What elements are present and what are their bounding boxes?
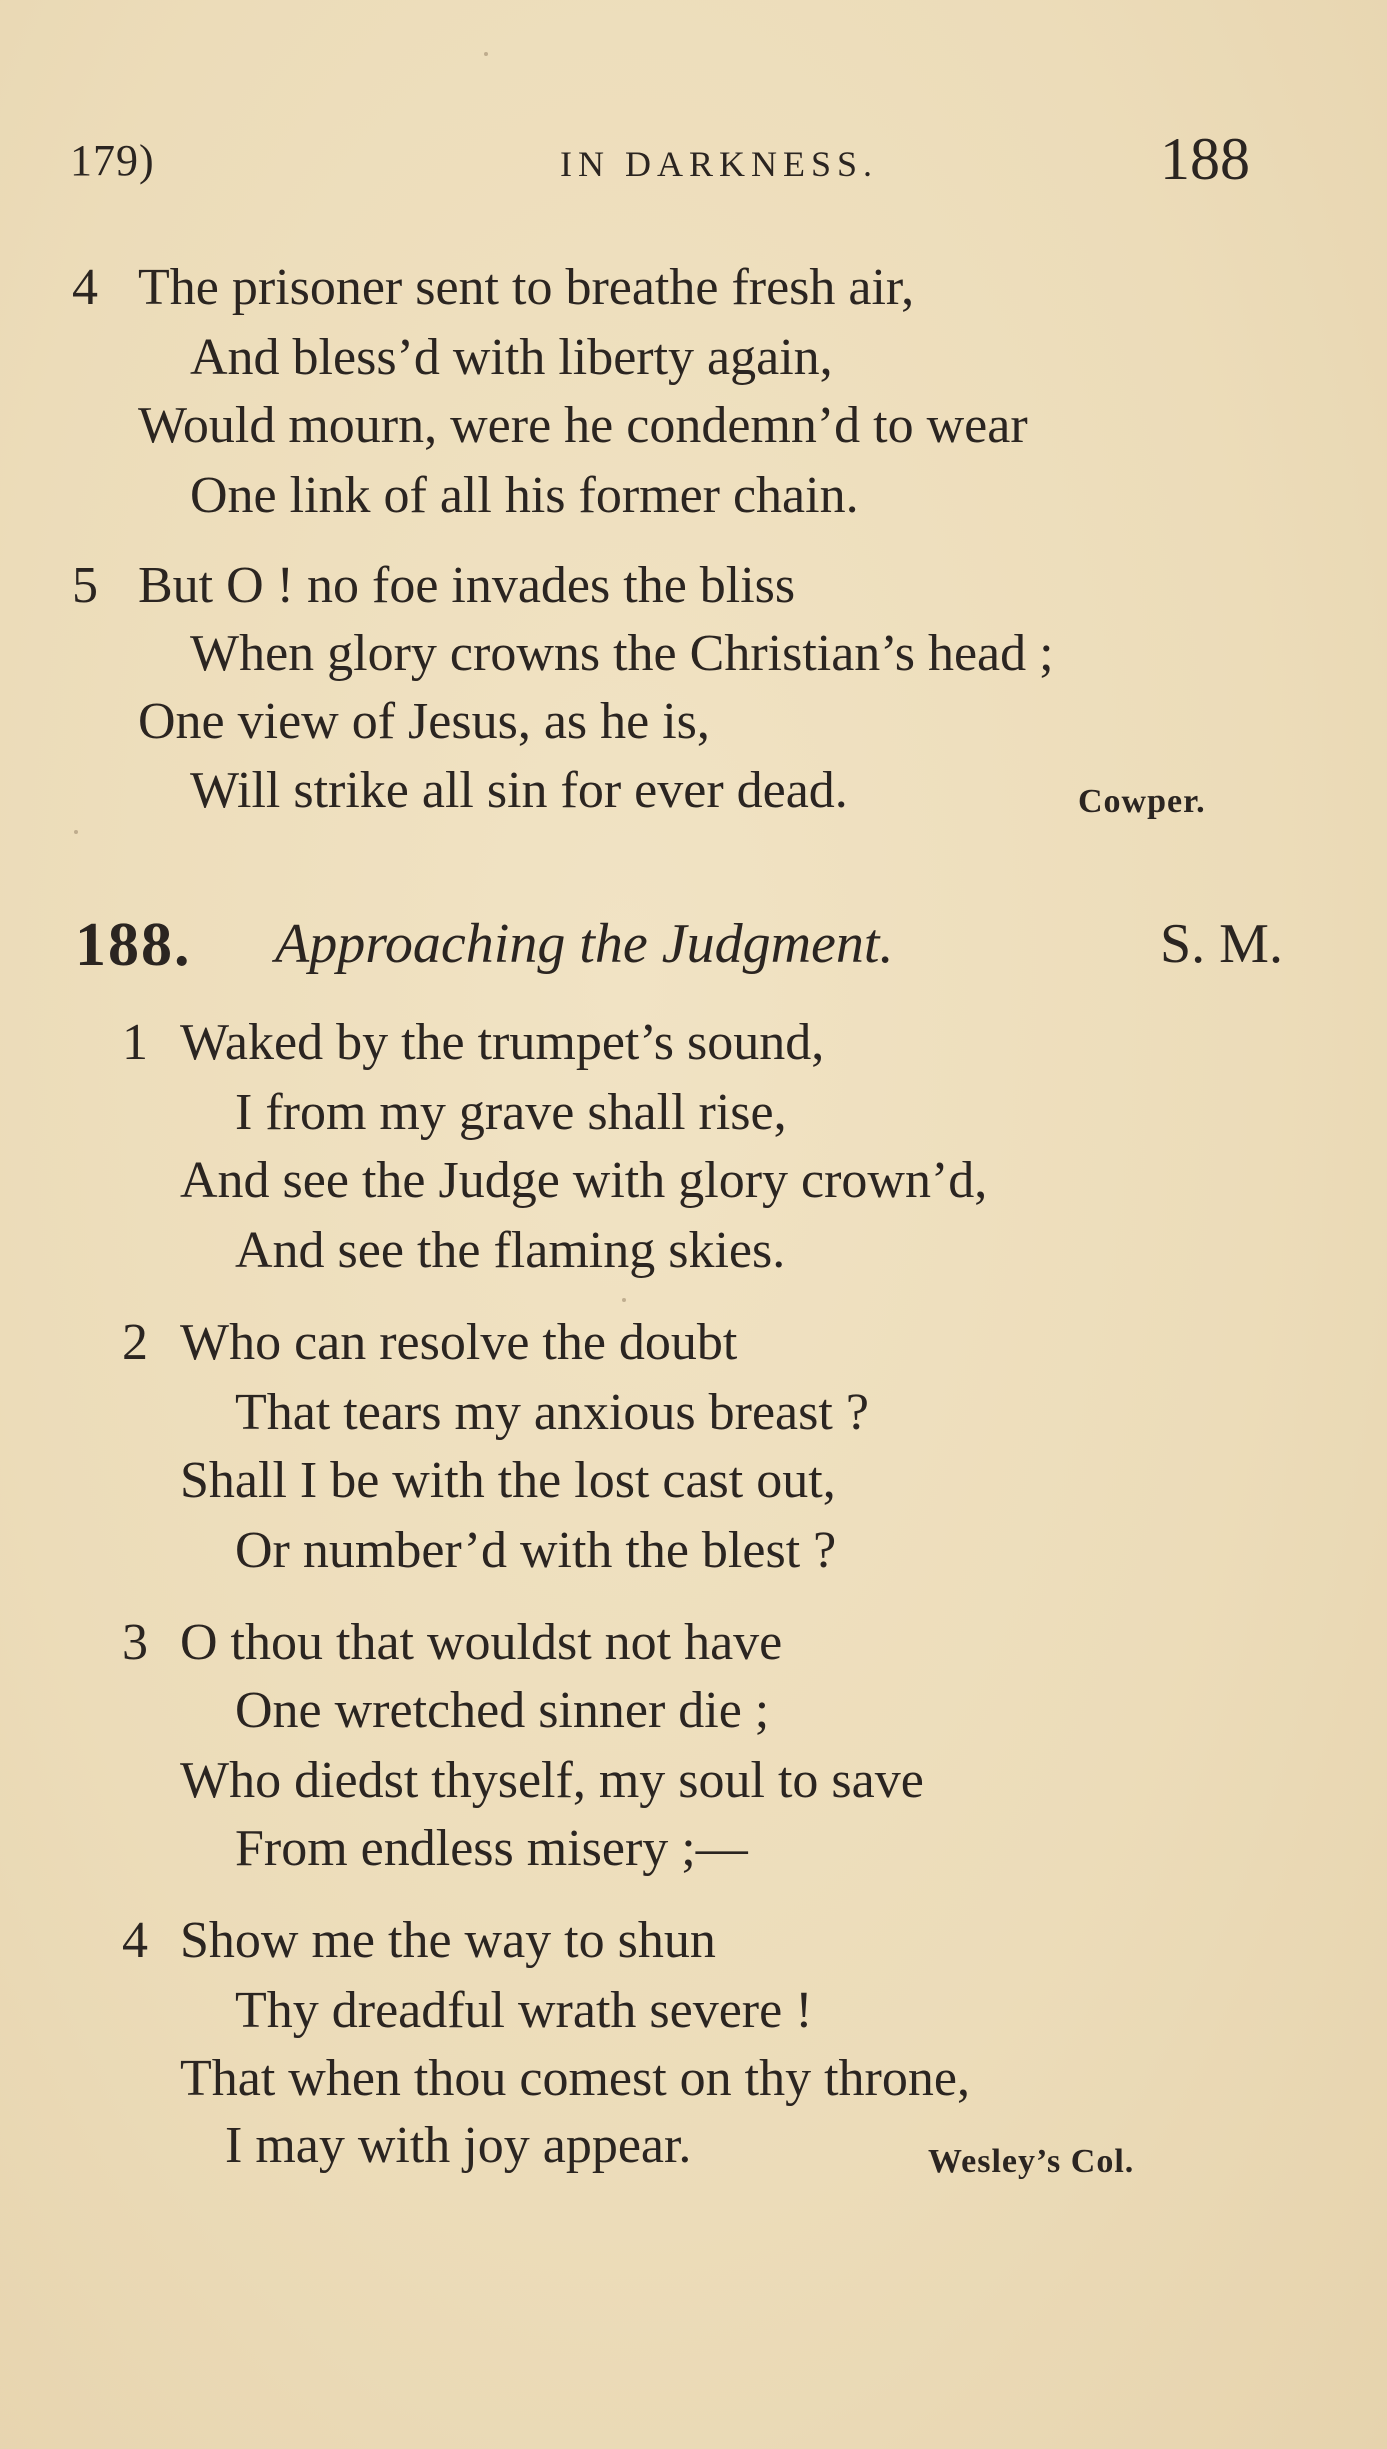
verse-line: But O ! no foe invades the bliss <box>138 557 796 614</box>
stanza-number: 5 <box>72 557 98 614</box>
stanza-number: 1 <box>122 1014 148 1071</box>
hymn-meter: S. M. <box>1160 913 1283 975</box>
verse-line: I from my grave shall rise, <box>235 1084 787 1141</box>
verse-line: Who can resolve the doubt <box>180 1314 738 1371</box>
verse-line: Who diedst thyself, my soul to save <box>180 1752 924 1809</box>
header-section-title: IN DARKNESS. <box>560 144 879 184</box>
stanza-number: 2 <box>122 1314 148 1371</box>
running-header <box>70 125 1250 205</box>
attribution: Cowper. <box>1078 783 1206 820</box>
header-cross-reference: 179) <box>70 136 155 185</box>
verse-line: And bless’d with liberty again, <box>190 329 833 386</box>
verse-line: That when thou comest on thy throne, <box>180 2050 970 2107</box>
verse-line: That tears my anxious breast ? <box>235 1384 869 1441</box>
hymn-title: Approaching the Judgment. <box>275 913 894 975</box>
attribution: Wesley’s Col. <box>928 2143 1135 2180</box>
paper-speck <box>484 52 488 56</box>
verse-line: From endless misery ;— <box>235 1820 748 1877</box>
verse-line: Would mourn, were he condemn’d to wear <box>138 397 1028 454</box>
paper-speck <box>622 1298 626 1302</box>
verse-line: Or number’d with the blest ? <box>235 1522 837 1579</box>
verse-line: One view of Jesus, as he is, <box>138 693 710 750</box>
paper-speck <box>74 830 78 834</box>
verse-line: Shall I be with the lost cast out, <box>180 1452 836 1509</box>
stanza-number: 4 <box>122 1912 148 1969</box>
verse-line: Thy dreadful wrath severe ! <box>235 1982 813 2039</box>
hymn-number: 188. <box>75 911 192 979</box>
header-hymn-number: 188 <box>1160 126 1250 192</box>
verse-line: I may with joy appear. <box>225 2117 692 2174</box>
hymn-heading <box>75 910 1283 990</box>
verse-line: The prisoner sent to breathe fresh air, <box>138 259 915 316</box>
verse-line: And see the Judge with glory crown’d, <box>180 1152 988 1209</box>
verse-line: One wretched sinner die ; <box>235 1682 770 1739</box>
verse-line: Waked by the trumpet’s sound, <box>180 1014 825 1071</box>
verse-line: Will strike all sin for ever dead. <box>190 762 848 819</box>
verse-line: Show me the way to shun <box>180 1912 716 1969</box>
stanza-number: 4 <box>72 259 98 316</box>
verse-line: When glory crowns the Christian’s head ; <box>190 625 1054 682</box>
verse-line: And see the flaming skies. <box>235 1222 786 1279</box>
verse-line: One link of all his former chain. <box>190 467 859 524</box>
verse-line: O thou that wouldst not have <box>180 1614 783 1671</box>
stanza-number: 3 <box>122 1614 148 1671</box>
